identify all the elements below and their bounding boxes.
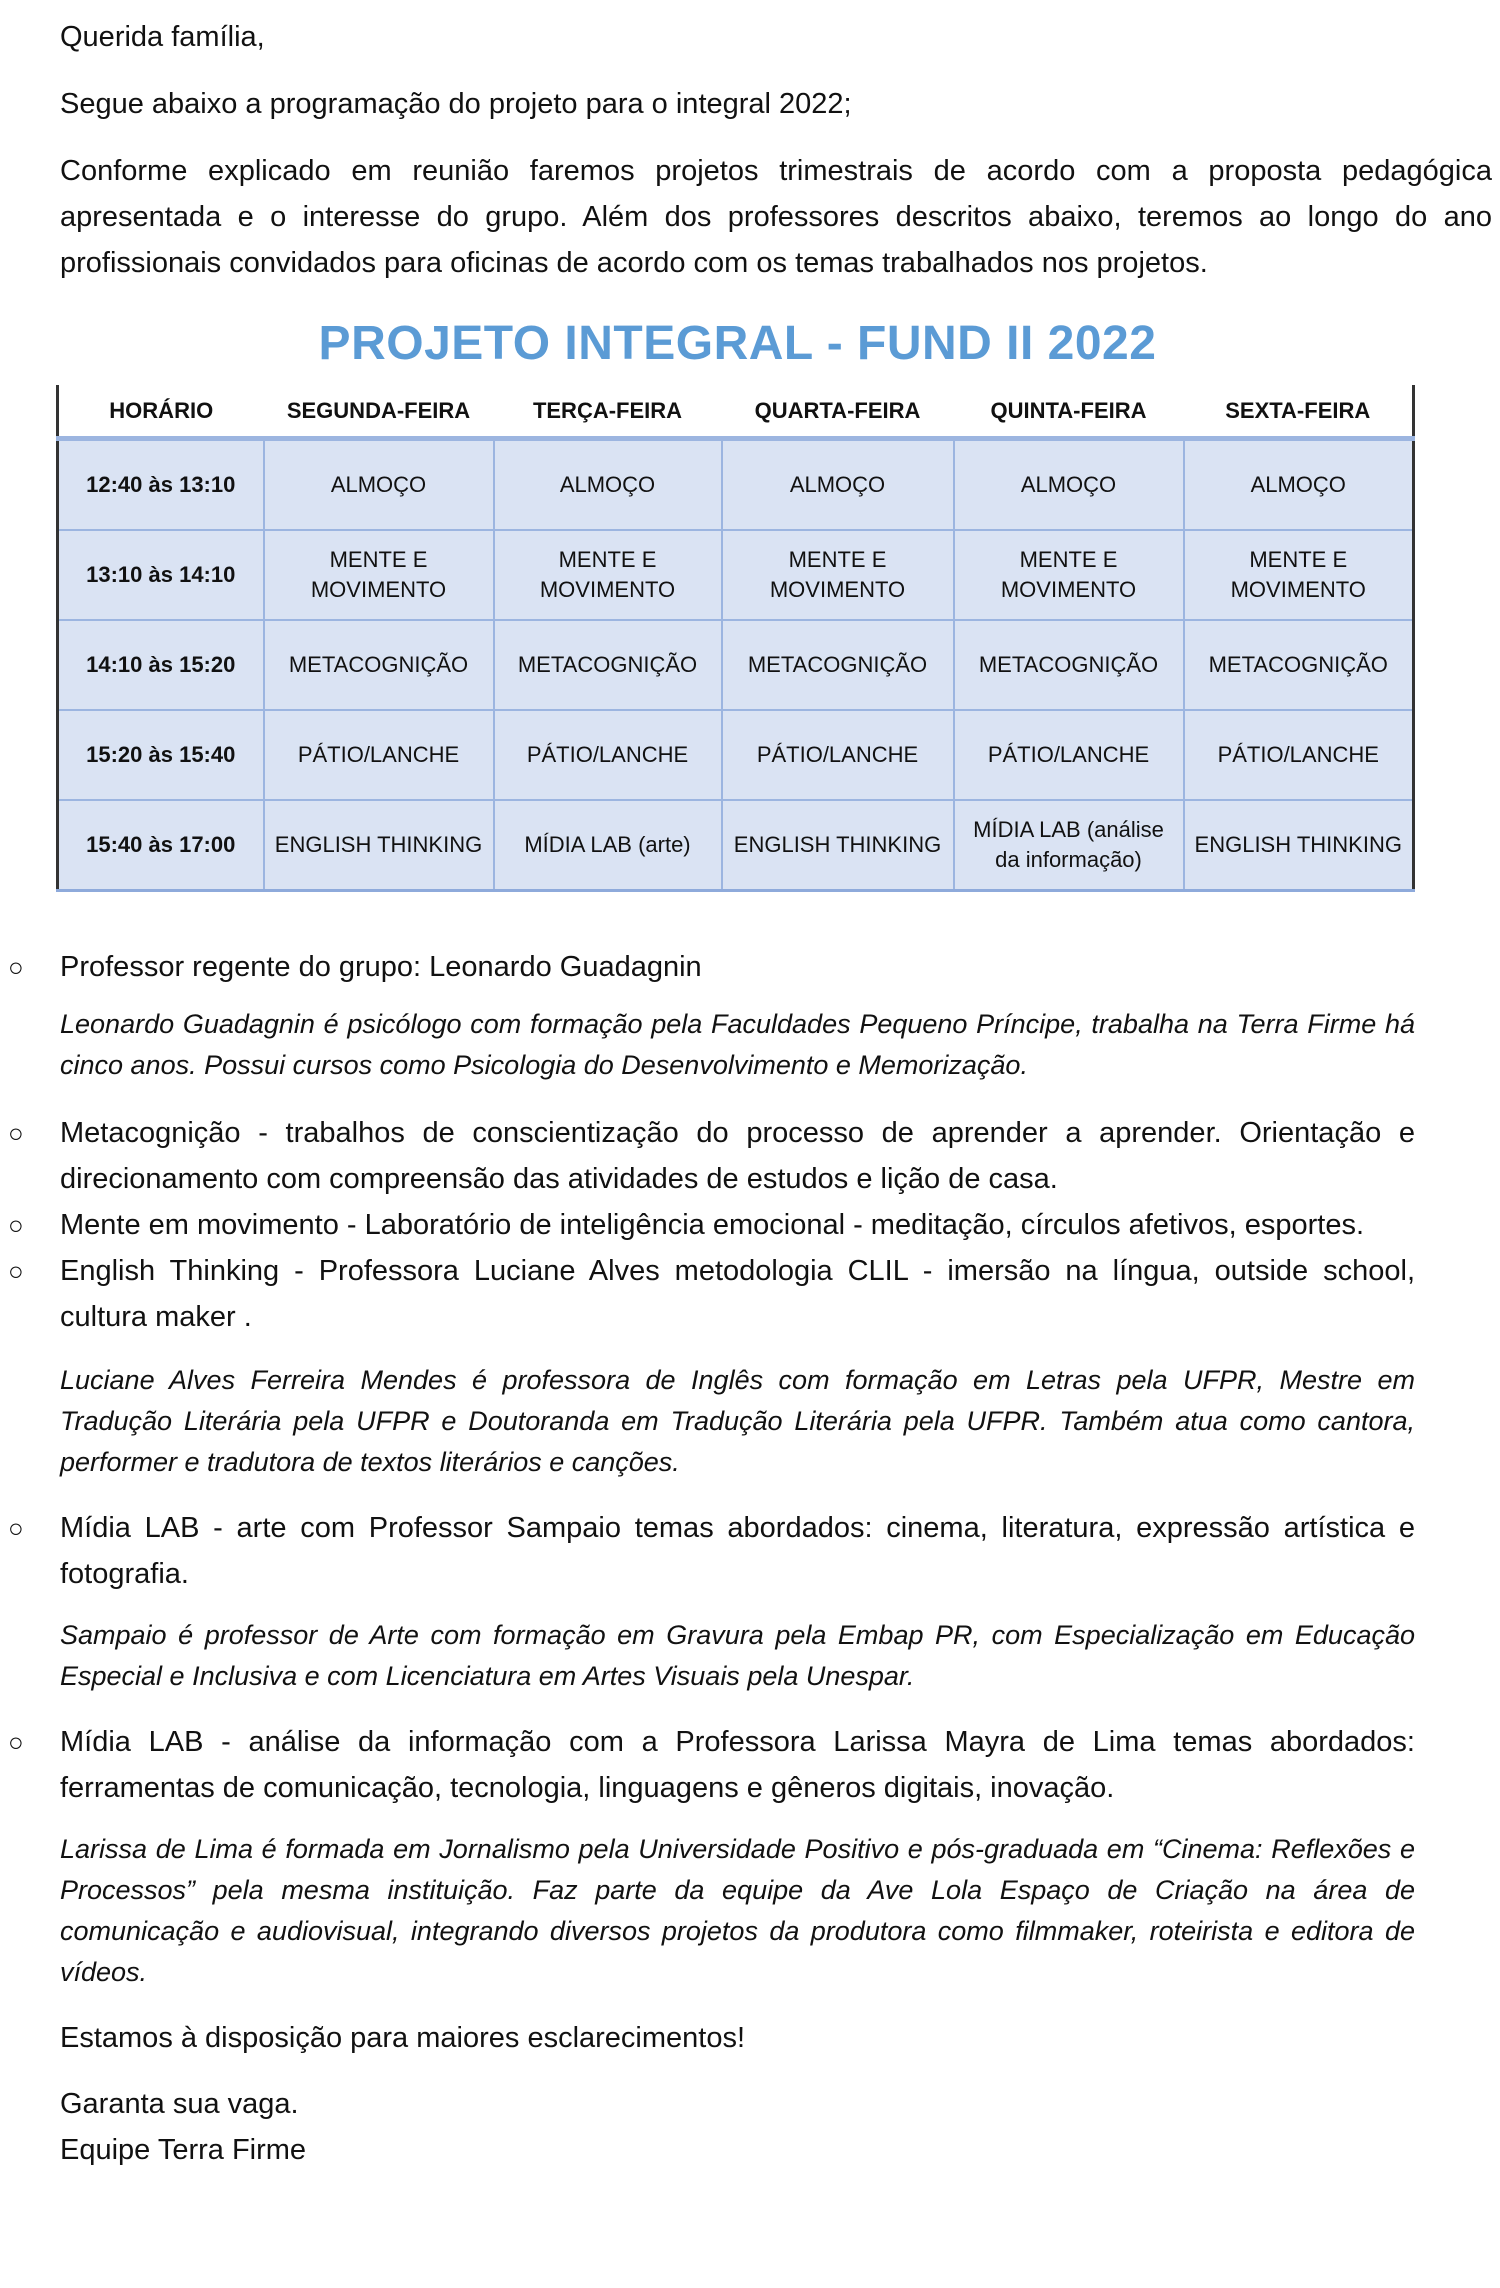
closing-signature: Equipe Terra Firme — [60, 2134, 307, 2166]
table-row — [58, 439, 1414, 531]
midia-arte-text: Mídia LAB - arte com Professor Sampaio temas abordados: cinema, literatura, expressão artística e fotografia. — [60, 1512, 1415, 1590]
bullet-regente — [8, 944, 1492, 990]
table-row — [58, 620, 1414, 710]
table-row — [58, 800, 1414, 891]
bullet-midia-info — [8, 1719, 1492, 1811]
header-quarta: QUARTA-FEIRA — [722, 385, 954, 439]
schedule-cell: ALMOÇO — [722, 439, 954, 531]
schedule-cell: MENTE E MOVIMENTO — [264, 530, 494, 620]
schedule-cell: PÁTIO/LANCHE — [954, 710, 1184, 800]
mente-text: Mente em movimento - Laboratório de inteligência emocional - meditação, círculos afetivos, esportes. — [60, 1209, 1365, 1241]
schedule-cell: METACOGNIÇÃO — [954, 620, 1184, 710]
bullet-symbol: ○ — [8, 952, 24, 982]
schedule-cell: ENGLISH THINKING — [722, 800, 954, 891]
schedule-table — [56, 385, 1415, 892]
document-page — [8, 14, 1492, 2173]
schedule-cell: METACOGNIÇÃO — [494, 620, 722, 710]
schedule-cell: MÍDIA LAB (análise da informação) — [954, 800, 1184, 891]
bullet-midia-arte — [8, 1505, 1492, 1597]
metacognicao-text: Metacognição - trabalhos de conscientização do processo de aprender a aprender. Orientação e direcionamento com compreensão das atividades de estudos e lição de casa. — [60, 1117, 1415, 1195]
bullet-english — [8, 1248, 1492, 1340]
table-row — [58, 710, 1414, 800]
bullet-symbol: ○ — [8, 1727, 24, 1757]
schedule-cell: PÁTIO/LANCHE — [1184, 710, 1414, 800]
bullet-symbol: ○ — [8, 1513, 24, 1543]
bullet-symbol: ○ — [8, 1256, 24, 1286]
time-cell: 12:40 às 13:10 — [58, 439, 264, 531]
regente-text: Professor regente do grupo: Leonardo Guadagnin — [60, 951, 702, 983]
schedule-cell: ALMOÇO — [954, 439, 1184, 531]
english-text: English Thinking - Professora Luciane Alves metodologia CLIL - imersão na língua, outside school, cultura maker . — [60, 1255, 1415, 1333]
schedule-cell: MÍDIA LAB (arte) — [494, 800, 722, 891]
schedule-cell: ALMOÇO — [264, 439, 494, 531]
schedule-title: PROJETO INTEGRAL - FUND II 2022 — [318, 317, 1157, 370]
closing-availability: Estamos à disposição para maiores esclarecimentos! — [60, 2022, 746, 2054]
schedule-cell: METACOGNIÇÃO — [264, 620, 494, 710]
intro-line: Segue abaixo a programação do projeto para o integral 2022; — [60, 88, 852, 120]
english-bio: Luciane Alves Ferreira Mendes é professora de Inglês com formação em Letras pela UFPR, Mestre em Tradução Literária pela UFPR e Doutoranda em Tradução Literária pela UFPR. Também atua como cantora, performer e tradutora de textos literários e canções. — [60, 1365, 1415, 1477]
intro-paragraph: Conforme explicado em reunião faremos projetos trimestrais de acordo com a proposta pedagógica apresentada e o interesse do grupo. Além dos professores descritos abaixo, teremos ao longo do ano profissionais convidados para oficinas de acordo com os temas trabalhados nos projetos. — [60, 155, 1492, 279]
header-terca: TERÇA-FEIRA — [494, 385, 722, 439]
schedule-cell: PÁTIO/LANCHE — [722, 710, 954, 800]
schedule-cell: MENTE E MOVIMENTO — [494, 530, 722, 620]
schedule-header-row — [58, 385, 1414, 439]
schedule-cell: MENTE E MOVIMENTO — [1184, 530, 1414, 620]
closing-cta: Garanta sua vaga. — [60, 2088, 299, 2120]
greeting: Querida família, — [60, 21, 265, 53]
schedule-cell: ENGLISH THINKING — [264, 800, 494, 891]
schedule-cell: MENTE E MOVIMENTO — [954, 530, 1184, 620]
header-segunda: SEGUNDA-FEIRA — [264, 385, 494, 439]
time-cell: 15:40 às 17:00 — [58, 800, 264, 891]
midia-info-bio: Larissa de Lima é formada em Jornalismo pela Universidade Positivo e pós-graduada em “Cinema: Reflexões e Processos” pela mesma instituição. Faz parte da equipe da Ave Lola Espaço de Criação na área de comunicação e audiovisual, integrando diversos projetos da produtora como filmmaker, roteirista e editora de vídeos. — [60, 1834, 1415, 1987]
time-cell: 15:20 às 15:40 — [58, 710, 264, 800]
time-cell: 13:10 às 14:10 — [58, 530, 264, 620]
midia-arte-bio: Sampaio é professor de Arte com formação em Gravura pela Embap PR, com Especialização em Educação Especial e Inclusiva e com Licenciatura em Artes Visuais pela Unespar. — [60, 1620, 1415, 1691]
bullet-metacognicao — [8, 1110, 1492, 1202]
header-horario: HORÁRIO — [58, 385, 264, 439]
schedule-cell: PÁTIO/LANCHE — [264, 710, 494, 800]
midia-info-text: Mídia LAB - análise da informação com a Professora Larissa Mayra de Lima temas abordados: ferramentas de comunicação, tecnologia, linguagens e gêneros digitais, inovação. — [60, 1726, 1415, 1804]
schedule-cell: ALMOÇO — [494, 439, 722, 531]
schedule-cell: METACOGNIÇÃO — [722, 620, 954, 710]
schedule-cell: METACOGNIÇÃO — [1184, 620, 1414, 710]
schedule-cell: ALMOÇO — [1184, 439, 1414, 531]
schedule-cell: ENGLISH THINKING — [1184, 800, 1414, 891]
table-row — [58, 530, 1414, 620]
bullet-symbol: ○ — [8, 1118, 24, 1148]
schedule-cell: MENTE E MOVIMENTO — [722, 530, 954, 620]
time-cell: 14:10 às 15:20 — [58, 620, 264, 710]
schedule-cell: PÁTIO/LANCHE — [494, 710, 722, 800]
regente-bio: Leonardo Guadagnin é psicólogo com formação pela Faculdades Pequeno Príncipe, trabalha na Terra Firme há cinco anos. Possui cursos como Psicologia do Desenvolvimento e Memorização. — [60, 1009, 1415, 1080]
bullet-symbol: ○ — [8, 1210, 24, 1240]
bullet-mente — [8, 1202, 1492, 1248]
header-sexta: SEXTA-FEIRA — [1184, 385, 1414, 439]
header-quinta: QUINTA-FEIRA — [954, 385, 1184, 439]
